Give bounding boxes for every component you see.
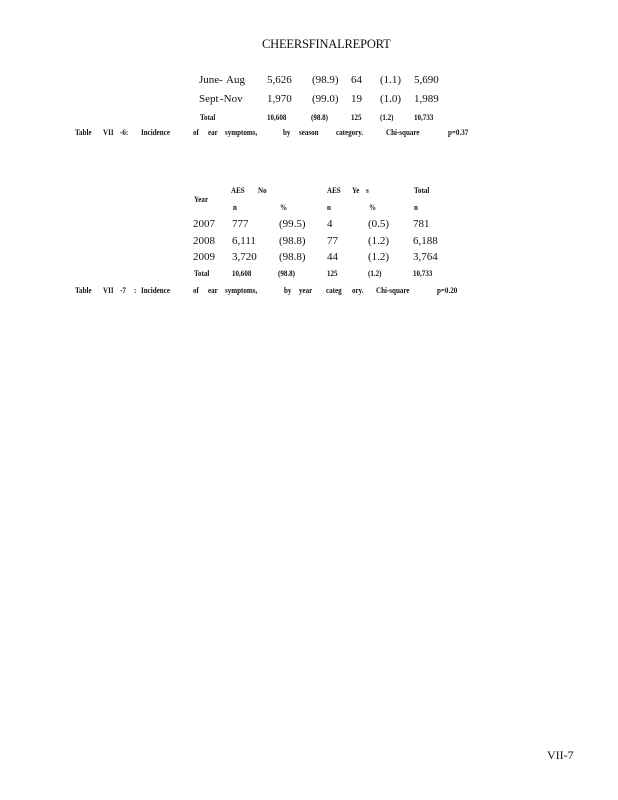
cell-n-yes: 64: [351, 74, 362, 86]
cell-n-yes: 44: [327, 251, 338, 263]
cell-pct-no: (99.5): [279, 218, 306, 230]
season-label-part: Aug: [226, 74, 245, 86]
header-n: n: [414, 203, 418, 212]
caption-word: :: [134, 286, 137, 295]
cell-year: 2007: [193, 218, 215, 230]
caption-word: categ: [326, 286, 342, 295]
total-n-no: 10,608: [232, 269, 252, 278]
header-total: Total: [414, 186, 430, 195]
header-yes-part: Ye: [352, 186, 360, 195]
cell-pct-yes: (1.2): [368, 235, 390, 247]
header-pct: %: [280, 203, 288, 212]
caption-word: symptoms,: [225, 128, 258, 137]
header-pct: %: [369, 203, 377, 212]
cell-year: 2008: [193, 235, 215, 247]
total-pct-yes: (1.2): [380, 113, 394, 122]
cell-n-no: 777: [232, 218, 249, 230]
total-pct-no: (98.8): [311, 113, 329, 122]
total-n-yes: 125: [351, 113, 362, 122]
caption-word: -6:: [120, 128, 129, 137]
caption-word: p=0.20: [437, 286, 458, 295]
report-title: CHEERSFINALREPORT: [262, 37, 391, 51]
cell-n-no: 6,111: [232, 235, 256, 247]
caption-word: category.: [336, 128, 364, 137]
cell-n-yes: 19: [351, 93, 362, 105]
total-label: Total: [200, 113, 216, 122]
caption-word: -7: [120, 286, 126, 295]
cell-pct-no: (99.0): [312, 93, 339, 105]
header-aes: AES: [231, 186, 245, 195]
caption-word: by: [284, 286, 292, 295]
header-n: n: [233, 203, 237, 212]
cell-n-yes: 4: [327, 218, 333, 230]
cell-total: 781: [413, 218, 430, 230]
cell-total: 5,690: [414, 74, 439, 86]
caption-word: VII: [103, 128, 114, 137]
caption-word: year: [299, 286, 313, 295]
season-label-part: Sept: [199, 93, 219, 105]
cell-pct-yes: (1.2): [368, 251, 390, 263]
caption-word: Incidence: [141, 286, 170, 295]
caption-word: Chi-square: [376, 286, 410, 295]
cell-n-no: 3,720: [232, 251, 257, 263]
cell-pct-no: (98.8): [279, 235, 306, 247]
caption-word: Table: [75, 286, 92, 295]
cell-n-no: 5,626: [267, 74, 292, 86]
caption-word: p=0.37: [448, 128, 469, 137]
caption-word: of: [193, 128, 199, 137]
header-n: n: [327, 203, 331, 212]
caption-word: Incidence: [141, 128, 170, 137]
cell-pct-yes: (0.5): [368, 218, 390, 230]
total-label: Total: [194, 269, 210, 278]
caption-word: season: [299, 128, 319, 137]
season-label-part: June-: [199, 74, 223, 86]
cell-pct-yes: (1.0): [380, 93, 402, 105]
cell-pct-no: (98.8): [279, 251, 306, 263]
caption-word: VII: [103, 286, 114, 295]
total-total: 10,733: [413, 269, 433, 278]
cell-pct-no: (98.9): [312, 74, 339, 86]
cell-total: 3,764: [413, 251, 438, 263]
cell-n-yes: 77: [327, 235, 338, 247]
header-year: Year: [194, 195, 209, 204]
caption-word: of: [193, 286, 199, 295]
cell-total: 1,989: [414, 93, 439, 105]
header-no: No: [258, 186, 267, 195]
season-label-part: -Nov: [220, 93, 243, 105]
page-number: VII-7: [547, 748, 574, 762]
total-n-yes: 125: [327, 269, 338, 278]
caption-word: symptoms,: [225, 286, 258, 295]
caption-word: Table: [75, 128, 92, 137]
cell-n-no: 1,970: [267, 93, 292, 105]
cell-pct-yes: (1.1): [380, 74, 402, 86]
caption-word: by: [283, 128, 291, 137]
total-pct-yes: (1.2): [368, 269, 382, 278]
header-yes-part: s: [366, 186, 369, 195]
total-total: 10,733: [414, 113, 434, 122]
cell-total: 6,188: [413, 235, 438, 247]
caption-word: ear: [208, 286, 218, 295]
caption-word: Chi-square: [386, 128, 420, 137]
total-n-no: 10,608: [267, 113, 287, 122]
caption-word: ory.: [352, 286, 364, 295]
caption-word: ear: [208, 128, 218, 137]
cell-year: 2009: [193, 251, 215, 263]
total-pct-no: (98.8): [278, 269, 296, 278]
header-aes: AES: [327, 186, 341, 195]
